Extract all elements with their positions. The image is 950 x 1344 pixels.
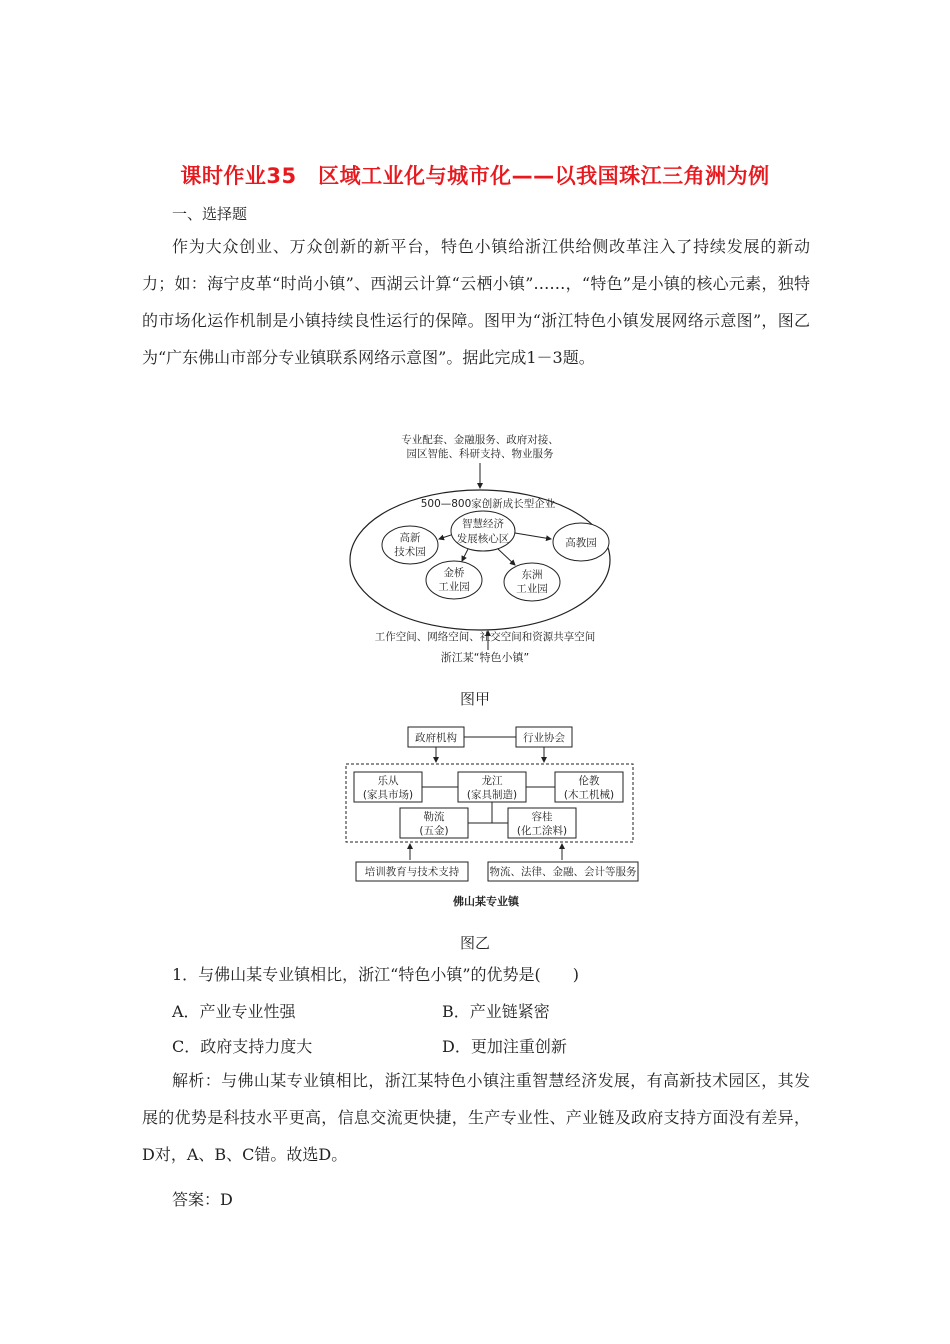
fig-a-ring-label: 500—800家创新成长型企业 — [420, 498, 556, 510]
intro-paragraph: 作为大众创业、万众创新的新平台，特色小镇给浙江供给侧改革注入了持续发展的新动力；如：海宁皮革“时尚小镇”、西湖云计算“云栖小镇”……，“特色”是小镇的核心元素，独特的市场化运作机制是小镇持续良性运行的保障。图甲为“浙江特色小镇发展网络示意图”，图乙为“广东佛山市部分专业镇联系网络示意图”。据此完成1－3题。 — [142, 237, 810, 367]
fig-b-longjiang-line2: (家具制造) — [466, 789, 518, 801]
fig-a-hightech-line2: 技术园 — [394, 546, 426, 558]
fig-b-subtitle: 佛山某专业镇 — [453, 895, 519, 908]
option-c: C．政府支持力度大 — [172, 1037, 313, 1056]
figure-b-diagram — [340, 722, 640, 914]
fig-a-arrow-core-dongzhou — [498, 549, 515, 565]
fig-a-hightech-line1: 高新 — [399, 532, 421, 544]
analysis-paragraph: 解析：与佛山某专业镇相比，浙江某特色小镇注重智慧经济发展，有高新技术园区，其发展的优势是科技水平更高，信息交流更快捷，生产专业性、产业链及政府支持方面没有差异，D对，A、B、C错。故选D。 — [142, 1071, 810, 1164]
fig-a-jinqiao-line1: 金桥 — [443, 567, 465, 579]
fig-b-lunjiao-line1: 伦教 — [578, 775, 600, 787]
option-d: D．更加注重创新 — [442, 1037, 567, 1056]
fig-a-top-line1: 专业配套、金融服务、政府对接、 — [401, 434, 559, 446]
fig-b-leliu-line2: (五金) — [419, 825, 449, 837]
fig-a-arrow-core-edu — [515, 533, 551, 539]
answer-line: 答案：D — [172, 1190, 233, 1209]
fig-b-assoc-label: 行业协会 — [523, 732, 565, 744]
fig-a-core-node — [451, 511, 515, 551]
option-a: A．产业专业性强 — [172, 1002, 296, 1021]
fig-a-dongzhou-line1: 东洲 — [521, 569, 543, 581]
fig-a-bottom-line: 工作空间、网络空间、社交空间和资源共享空间 — [374, 631, 596, 643]
fig-b-ronggui-line2: (化工涂料) — [516, 825, 568, 837]
fig-a-edu-label: 高教园 — [565, 537, 597, 549]
fig-a-dongzhou-line2: 工业园 — [516, 583, 548, 595]
fig-a-arrow-core-jinqiao — [462, 549, 468, 561]
fig-a-core-line2: 发展核心区 — [456, 533, 510, 545]
fig-b-lecong-line2: (家具市场) — [362, 789, 414, 801]
fig-b-longjiang-line1: 龙江 — [481, 775, 503, 787]
page-title: 课时作业35 区域工业化与城市化——以我国珠江三角洲为例 — [180, 164, 770, 188]
figure-b-caption: 图乙 — [459, 934, 490, 952]
fig-b-gov-label: 政府机构 — [415, 732, 457, 744]
question-stem: 1．与佛山某专业镇相比，浙江“特色小镇”的优势是( ) — [172, 965, 580, 984]
fig-a-subtitle: 浙江某“特色小镇” — [440, 651, 530, 664]
fig-a-arrow-core-hightech — [439, 535, 451, 539]
fig-b-ronggui-line1: 容桂 — [531, 811, 553, 823]
fig-b-lunjiao-line2: (木工机械) — [563, 789, 615, 801]
fig-b-training-label: 培训教育与技术支持 — [364, 866, 460, 878]
fig-b-services-label: 物流、法律、金融、会计等服务 — [489, 866, 637, 878]
figure-a-diagram — [340, 425, 620, 670]
section-heading: 一、选择题 — [172, 205, 248, 223]
option-b: B．产业链紧密 — [442, 1002, 550, 1021]
figure-a-caption: 图甲 — [459, 690, 490, 708]
fig-a-core-line1: 智慧经济 — [462, 518, 504, 530]
fig-b-lecong-line1: 乐从 — [377, 775, 399, 787]
fig-b-leliu-line1: 勒流 — [423, 811, 445, 823]
fig-a-jinqiao-line2: 工业园 — [438, 581, 470, 593]
fig-a-top-line2: 园区智能、科研支持、物业服务 — [406, 448, 554, 460]
